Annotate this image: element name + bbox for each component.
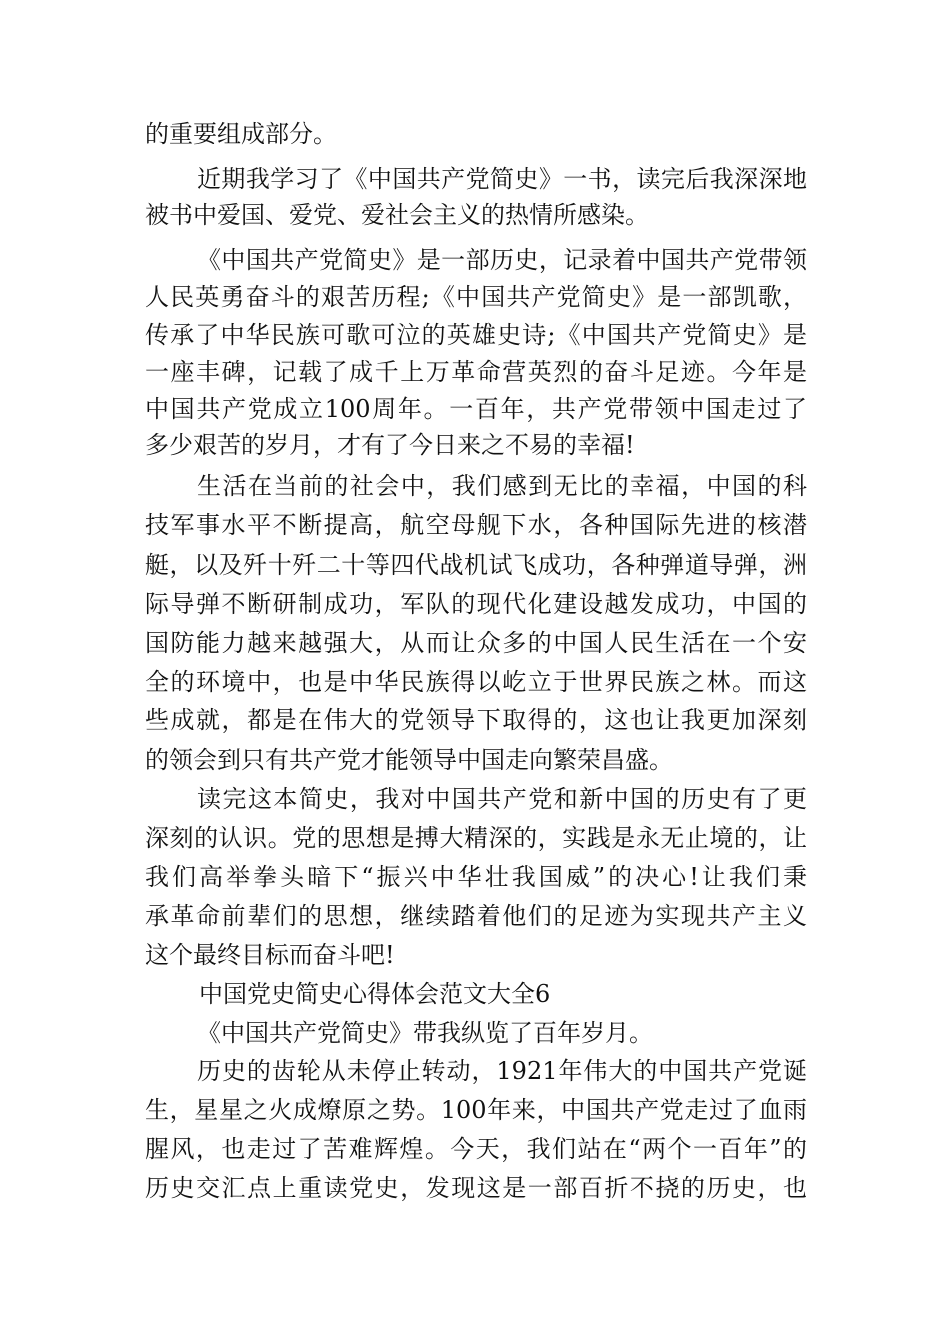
paragraph-start-line: 近期我学习了《中国共产党简史》一书，读完后我深深地	[197, 165, 807, 193]
paragraph-start-line: 《中国共产党简史》带我纵览了百年岁月。	[197, 1019, 653, 1047]
text-line: 艇，以及歼十歼二十等四代战机试飞成功，各种弹道导弹，洲	[145, 551, 807, 579]
text-line: 的重要组成部分。	[145, 120, 337, 148]
paragraph-start-line: 读完这本简史，我对中国共产党和新中国的历史有了更	[197, 785, 807, 813]
text-line: 传承了中华民族可歌可泣的英雄史诗;《中国共产党简史》是	[145, 321, 807, 349]
text-line: 生，星星之火成燎原之势。100年来，中国共产党走过了血雨	[145, 1096, 807, 1124]
text-line: 深刻的认识。党的思想是搏大精深的，实践是永无止境的，让	[145, 824, 807, 852]
text-line: 的领会到只有共产党才能领导中国走向繁荣昌盛。	[145, 746, 673, 774]
paragraph-start-line: 《中国共产党简史》是一部历史，记录着中国共产党带领	[197, 246, 807, 274]
text-line: 我们高举拳头暗下“振兴中华壮我国威”的决心!让我们秉	[145, 863, 807, 891]
text-line: 被书中爱国、爱党、爱社会主义的热情所感染。	[145, 201, 649, 229]
text-line: 人民英勇奋斗的艰苦历程;《中国共产党简史》是一部凯歌，	[145, 283, 807, 311]
text-line: 腥风，也走过了苦难辉煌。今天，我们站在“两个一百年”的	[145, 1135, 807, 1163]
text-line: 际导弹不断研制成功，军队的现代化建设越发成功，中国的	[145, 590, 807, 618]
text-line: 历史交汇点上重读党史，发现这是一部百折不挠的历史，也	[145, 1174, 807, 1202]
paragraph-start-line: 历史的齿轮从未停止转动，1921年伟大的中国共产党诞	[197, 1057, 807, 1085]
section-heading: 中国党史简史心得体会范文大全6	[199, 980, 551, 1008]
text-line: 技军事水平不断提高，航空母舰下水，各种国际先进的核潜	[145, 511, 807, 539]
text-line: 些成就，都是在伟大的党领导下取得的，这也让我更加深刻	[145, 706, 807, 734]
text-line: 国防能力越来越强大，从而让众多的中国人民生活在一个安	[145, 629, 807, 657]
text-line: 中国共产党成立100周年。一百年，共产党带领中国走过了	[145, 395, 807, 423]
text-line: 承革命前辈们的思想，继续踏着他们的足迹为实现共产主义	[145, 902, 807, 930]
text-line: 这个最终目标而奋斗吧!	[145, 941, 395, 969]
paragraph-start-line: 生活在当前的社会中，我们感到无比的幸福，中国的科	[197, 472, 807, 500]
text-line: 全的环境中，也是中华民族得以屹立于世界民族之林。而这	[145, 668, 807, 696]
text-line: 多少艰苦的岁月，才有了今日来之不易的幸福!	[145, 431, 635, 459]
text-line: 一座丰碑，记载了成千上万革命营英烈的奋斗足迹。今年是	[145, 358, 807, 386]
